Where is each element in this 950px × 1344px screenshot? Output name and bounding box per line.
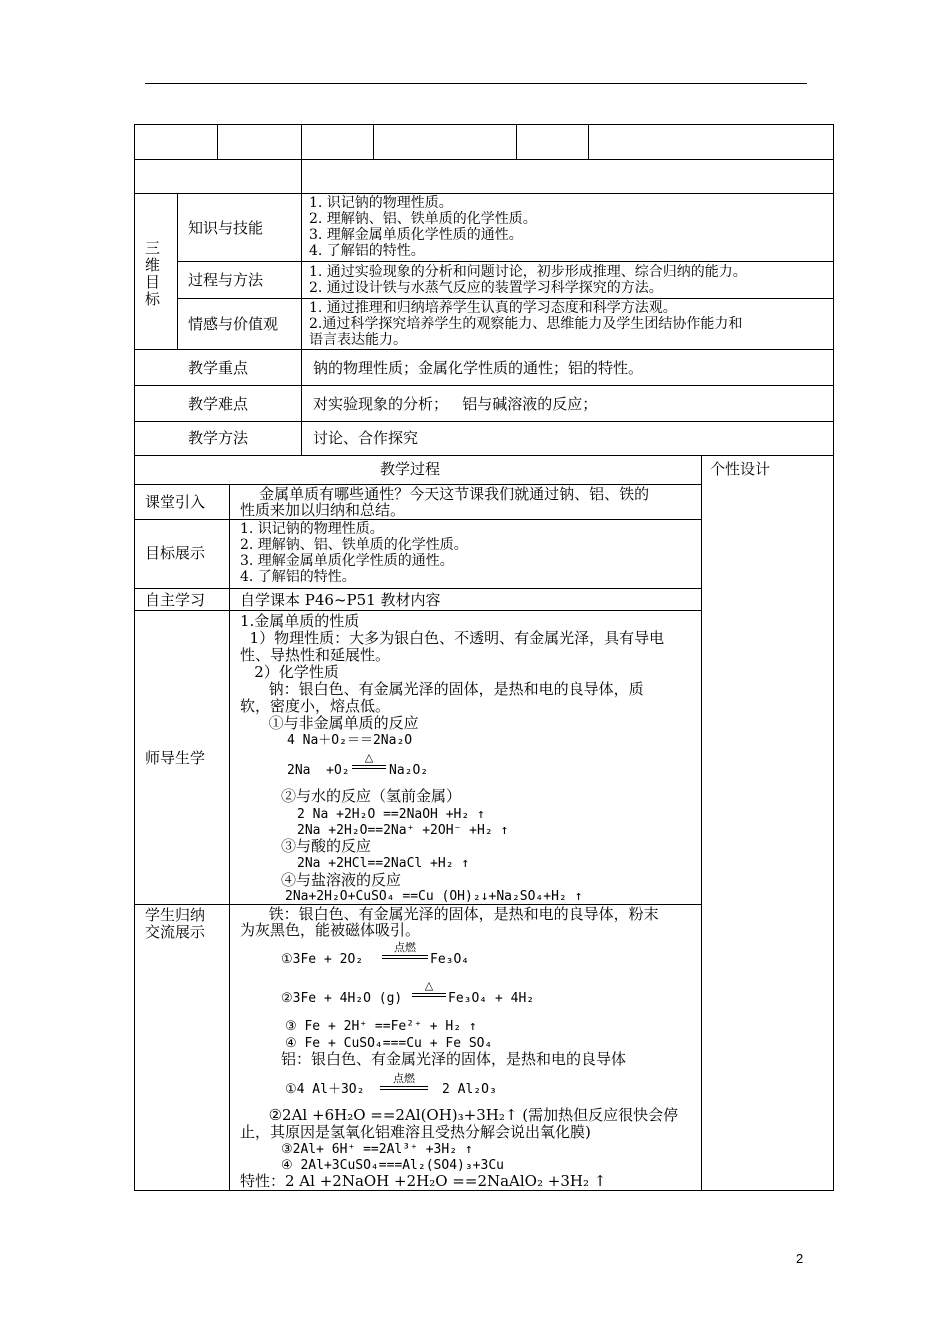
guided-line: 钠：银白色、有金属光泽的固体，是热和电的良导体，质	[240, 680, 644, 698]
guided-subtitle: ③与酸的反应	[281, 837, 372, 855]
equation: 2Na +O₂	[287, 763, 350, 778]
condition-text: △	[364, 751, 374, 764]
knowledge-line: 1. 识记钠的物理性质。	[309, 195, 453, 211]
personal-design-header: 个性设计	[710, 460, 771, 478]
row-divider	[177, 261, 834, 262]
guided-line: 软，密度小，熔点低。	[240, 697, 391, 715]
self-study-value: 自学课本 P46~P51 教材内容	[240, 591, 441, 609]
knowledge-line: 4. 了解铝的特性。	[309, 243, 425, 259]
goals-label: 目标展示	[145, 544, 206, 562]
row-divider	[134, 193, 834, 194]
emotion-label: 情感与价值观	[188, 315, 279, 333]
equation: ④ Fe + CuSO₄===Cu + Fe SO₄	[285, 1036, 493, 1051]
col-divider	[301, 124, 302, 159]
emotion-line: 1. 通过推理和归纳培养学生认真的学习态度和科学方法观。	[309, 300, 677, 316]
guided-line: 性、导热性和延展性。	[240, 646, 391, 664]
col-divider	[373, 124, 374, 159]
process-line: 2. 通过设计铁与水蒸气反应的装置学习科学探究的方法。	[309, 280, 663, 296]
key-points-label: 教学重点	[188, 359, 249, 377]
knowledge-label: 知识与技能	[188, 219, 264, 237]
guided-line: 2）化学性质	[240, 663, 339, 681]
equation: 2Na +2H₂O==2Na⁺ +2OH⁻ +H₂ ↑	[297, 823, 509, 838]
equation: 2 Na +2H₂O ==2NaOH +H₂ ↑	[297, 807, 485, 822]
equation: Fe₃O₄	[430, 952, 470, 967]
equation: ①3Fe + 2O₂	[281, 952, 364, 967]
guided-line: 1）物理性质：大多为银白色、不透明、有金属光泽，具有导电	[240, 629, 665, 647]
emotion-line: 语言表达能力。	[309, 332, 407, 348]
intro-label: 课堂引入	[145, 493, 206, 511]
self-study-label: 自主学习	[145, 591, 206, 609]
row-divider	[134, 159, 834, 160]
equation: 2Na +2HCl==2NaCl +H₂ ↑	[297, 856, 470, 871]
guided-line: 1.金属单质的性质	[240, 612, 360, 630]
difficulties-label: 教学难点	[188, 395, 249, 413]
col-divider	[217, 124, 218, 159]
methods-label: 教学方法	[188, 429, 249, 447]
key-points-value: 钠的物理性质；金属化学性质的通性；铝的特性。	[313, 359, 644, 377]
row-divider	[134, 519, 701, 520]
methods-value: 讨论、合作探究	[313, 429, 419, 447]
goals-line: 1. 识记钠的物理性质。	[240, 521, 384, 537]
iron-line: 铁：银白色、有金属光泽的固体，是热和电的良导体，粉末	[240, 905, 659, 923]
intro-line: 性质来加以归纳和总结。	[240, 501, 406, 519]
row-divider	[134, 455, 834, 456]
guided-subtitle: ②与水的反应（氢前金属）	[281, 787, 462, 805]
equation: 2 Al₂O₃	[442, 1082, 497, 1097]
aluminum-line: ②2Al +6H₂O ==2Al(OH)₃+3H₂↑ (需加热但反应很快会停	[240, 1106, 679, 1124]
emotion-line: 2.通过科学探究培养学生的观察能力、思维能力及学生团结协作能力和	[309, 316, 743, 332]
row-divider	[134, 421, 834, 422]
col-divider	[516, 124, 517, 159]
guided-line: ①与非金属单质的反应	[240, 714, 419, 732]
aluminum-special: 特性：2 Al +2NaOH +2H₂O ==2NaAlO₂ +3H₂ ↑	[240, 1172, 607, 1190]
condition-text: △	[424, 979, 434, 992]
equation: ①4 Al＋3O₂	[285, 1082, 365, 1097]
condition-text: 点燃	[393, 1072, 415, 1085]
intro-line: 金属单质有哪些通性？今天这节课我们就通过钠、铝、铁的	[240, 485, 650, 503]
equation: ③ Fe + 2H⁺ ==Fe²⁺ + H₂ ↑	[285, 1019, 477, 1034]
equation: 4 Na＋O₂＝＝2Na₂O	[287, 733, 413, 748]
header-rule	[145, 83, 807, 84]
row-divider	[134, 588, 701, 589]
aluminum-line: 止，其原因是氢氧化铝难溶且受热分解会说出氧化膜)	[240, 1123, 591, 1141]
process-line: 1. 通过实验现象的分析和问题讨论，初步形成推理、综合归纳的能力。	[309, 264, 747, 280]
equation: Na₂O₂	[389, 763, 429, 778]
equation: Fe₃O₄ + 4H₂	[448, 991, 535, 1006]
guided-subtitle: ④与盐溶液的反应	[281, 871, 402, 889]
equation: ③2Al+ 6H⁺ ==2Al³⁺ +3H₂ ↑	[281, 1142, 473, 1157]
col-divider	[301, 159, 302, 455]
reaction-condition	[352, 752, 386, 769]
col-divider	[229, 484, 230, 1191]
equation: ④ 2Al+3CuSO₄===Al₂(SO4)₃+3Cu	[281, 1158, 504, 1173]
row-divider	[177, 298, 834, 299]
equation: 2Na+2H₂O+CuSO₄ ==Cu (OH)₂↓+Na₂SO₄+H₂ ↑	[285, 889, 583, 904]
col-divider	[177, 193, 178, 349]
row-divider	[134, 385, 834, 386]
process-label: 过程与方法	[188, 271, 264, 289]
iron-line: 为灰黑色，能被磁体吸引。	[240, 921, 421, 939]
reaction-condition	[412, 980, 446, 997]
row-divider	[134, 610, 701, 611]
equation: ②3Fe + 4H₂O (g)	[281, 991, 403, 1006]
col-divider	[588, 124, 589, 159]
goals-line: 4. 了解铝的特性。	[240, 569, 356, 585]
exchange-label: 学生归纳	[145, 906, 206, 924]
row-divider	[134, 349, 834, 350]
col-divider	[701, 455, 702, 1191]
knowledge-line: 3. 理解金属单质化学性质的通性。	[309, 227, 523, 243]
page-number: 2	[796, 1251, 804, 1266]
goals-line: 3. 理解金属单质化学性质的通性。	[240, 553, 454, 569]
guided-label: 师导生学	[145, 749, 206, 767]
objectives-group-label: 三 维 目 标	[145, 239, 161, 308]
goals-line: 2. 理解钠、铝、铁单质的化学性质。	[240, 537, 468, 553]
condition-text: 点燃	[394, 941, 416, 954]
reaction-condition	[382, 942, 428, 959]
difficulties-value: 对实验现象的分析； 铝与碱溶液的反应；	[313, 395, 598, 413]
reaction-condition	[380, 1073, 428, 1090]
process-header: 教学过程	[380, 460, 441, 478]
aluminum-intro: 铝：银白色、有金属光泽的固体，是热和电的良导体	[281, 1050, 627, 1068]
exchange-label: 交流展示	[145, 923, 206, 941]
knowledge-line: 2. 理解钠、铝、铁单质的化学性质。	[309, 211, 537, 227]
